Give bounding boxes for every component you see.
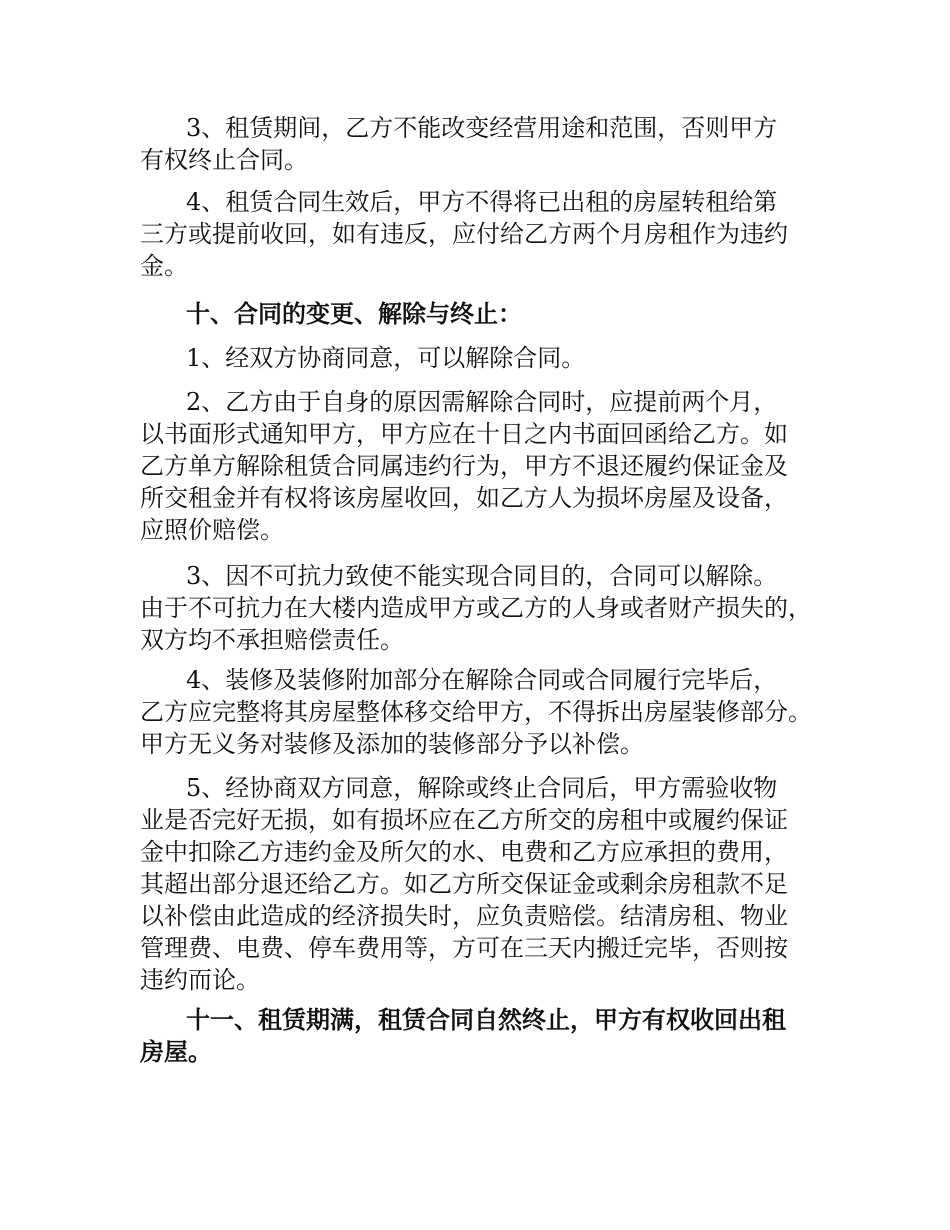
text-line: 甲方无义务对装修及添加的装修部分予以补偿。 xyxy=(140,730,644,758)
text-line: 以补偿由此造成的经济损失时，应负责赔偿。结清房租、物业 xyxy=(140,902,788,930)
clause-10-item-5 xyxy=(140,772,830,996)
clause-10-item-2 xyxy=(140,386,830,546)
text-line: 乙方应完整将其房屋整体移交给甲方，不得拆出房屋装修部分。 xyxy=(140,698,812,726)
text-line: 业是否完好无损，如有损坏应在乙方所交的房租中或履约保证 xyxy=(140,806,788,834)
clause-10-item-3 xyxy=(140,560,830,656)
text-line: 由于不可抗力在大楼内造成甲方或乙方的人身或者财产损失的， xyxy=(140,594,812,622)
text-line: 乙方单方解除租赁合同属违约行为，甲方不退还履约保证金及 xyxy=(140,452,788,480)
heading-line: 房屋。 xyxy=(140,1038,212,1066)
heading-line: 十、合同的变更、解除与终止： xyxy=(186,300,522,328)
text-line: 4、租赁合同生效后，甲方不得将已出租的房屋转租给第 xyxy=(186,188,778,216)
text-line: 双方均不承担赔偿责任。 xyxy=(140,626,404,654)
text-line: 3、因不可抗力致使不能实现合同目的，合同可以解除。 xyxy=(186,562,778,590)
text-line: 金。 xyxy=(140,252,188,280)
text-line: 3、租赁期间，乙方不能改变经营用途和范围，否则甲方 xyxy=(186,114,778,142)
text-line: 三方或提前收回，如有违反，应付给乙方两个月房租作为违约 xyxy=(140,220,788,248)
text-line: 金中扣除乙方违约金及所欠的水、电费和乙方应承担的费用， xyxy=(140,838,788,866)
text-line: 违约而论。 xyxy=(140,966,260,994)
text-line: 所交租金并有权将该房屋收回，如乙方人为损坏房屋及设备， xyxy=(140,484,788,512)
text-line: 以书面形式通知甲方，甲方应在十日之内书面回函给乙方。如 xyxy=(140,420,788,448)
text-line: 2、乙方由于自身的原因需解除合同时，应提前两个月， xyxy=(186,388,778,416)
text-line: 其超出部分退还给乙方。如乙方所交保证金或剩余房租款不足 xyxy=(140,870,788,898)
text-line: 4、装修及装修附加部分在解除合同或合同履行完毕后， xyxy=(186,666,778,694)
clause-10-item-1 xyxy=(140,342,830,374)
section-10-heading xyxy=(140,298,830,330)
clause-9-item-3 xyxy=(140,112,830,176)
text-line: 5、经协商双方同意，解除或终止合同后，甲方需验收物 xyxy=(186,774,778,802)
section-11-heading xyxy=(140,1004,830,1068)
text-line: 有权终止合同。 xyxy=(140,146,308,174)
clause-10-item-4 xyxy=(140,664,830,760)
clause-9-item-4 xyxy=(140,186,830,282)
heading-line: 十一、租赁期满，租赁合同自然终止，甲方有权收回出租 xyxy=(186,1006,786,1034)
text-line: 1、经双方协商同意，可以解除合同。 xyxy=(186,344,586,372)
text-line: 应照价赔偿。 xyxy=(140,516,284,544)
text-line: 管理费、电费、停车费用等，方可在三天内搬迁完毕，否则按 xyxy=(140,934,788,962)
